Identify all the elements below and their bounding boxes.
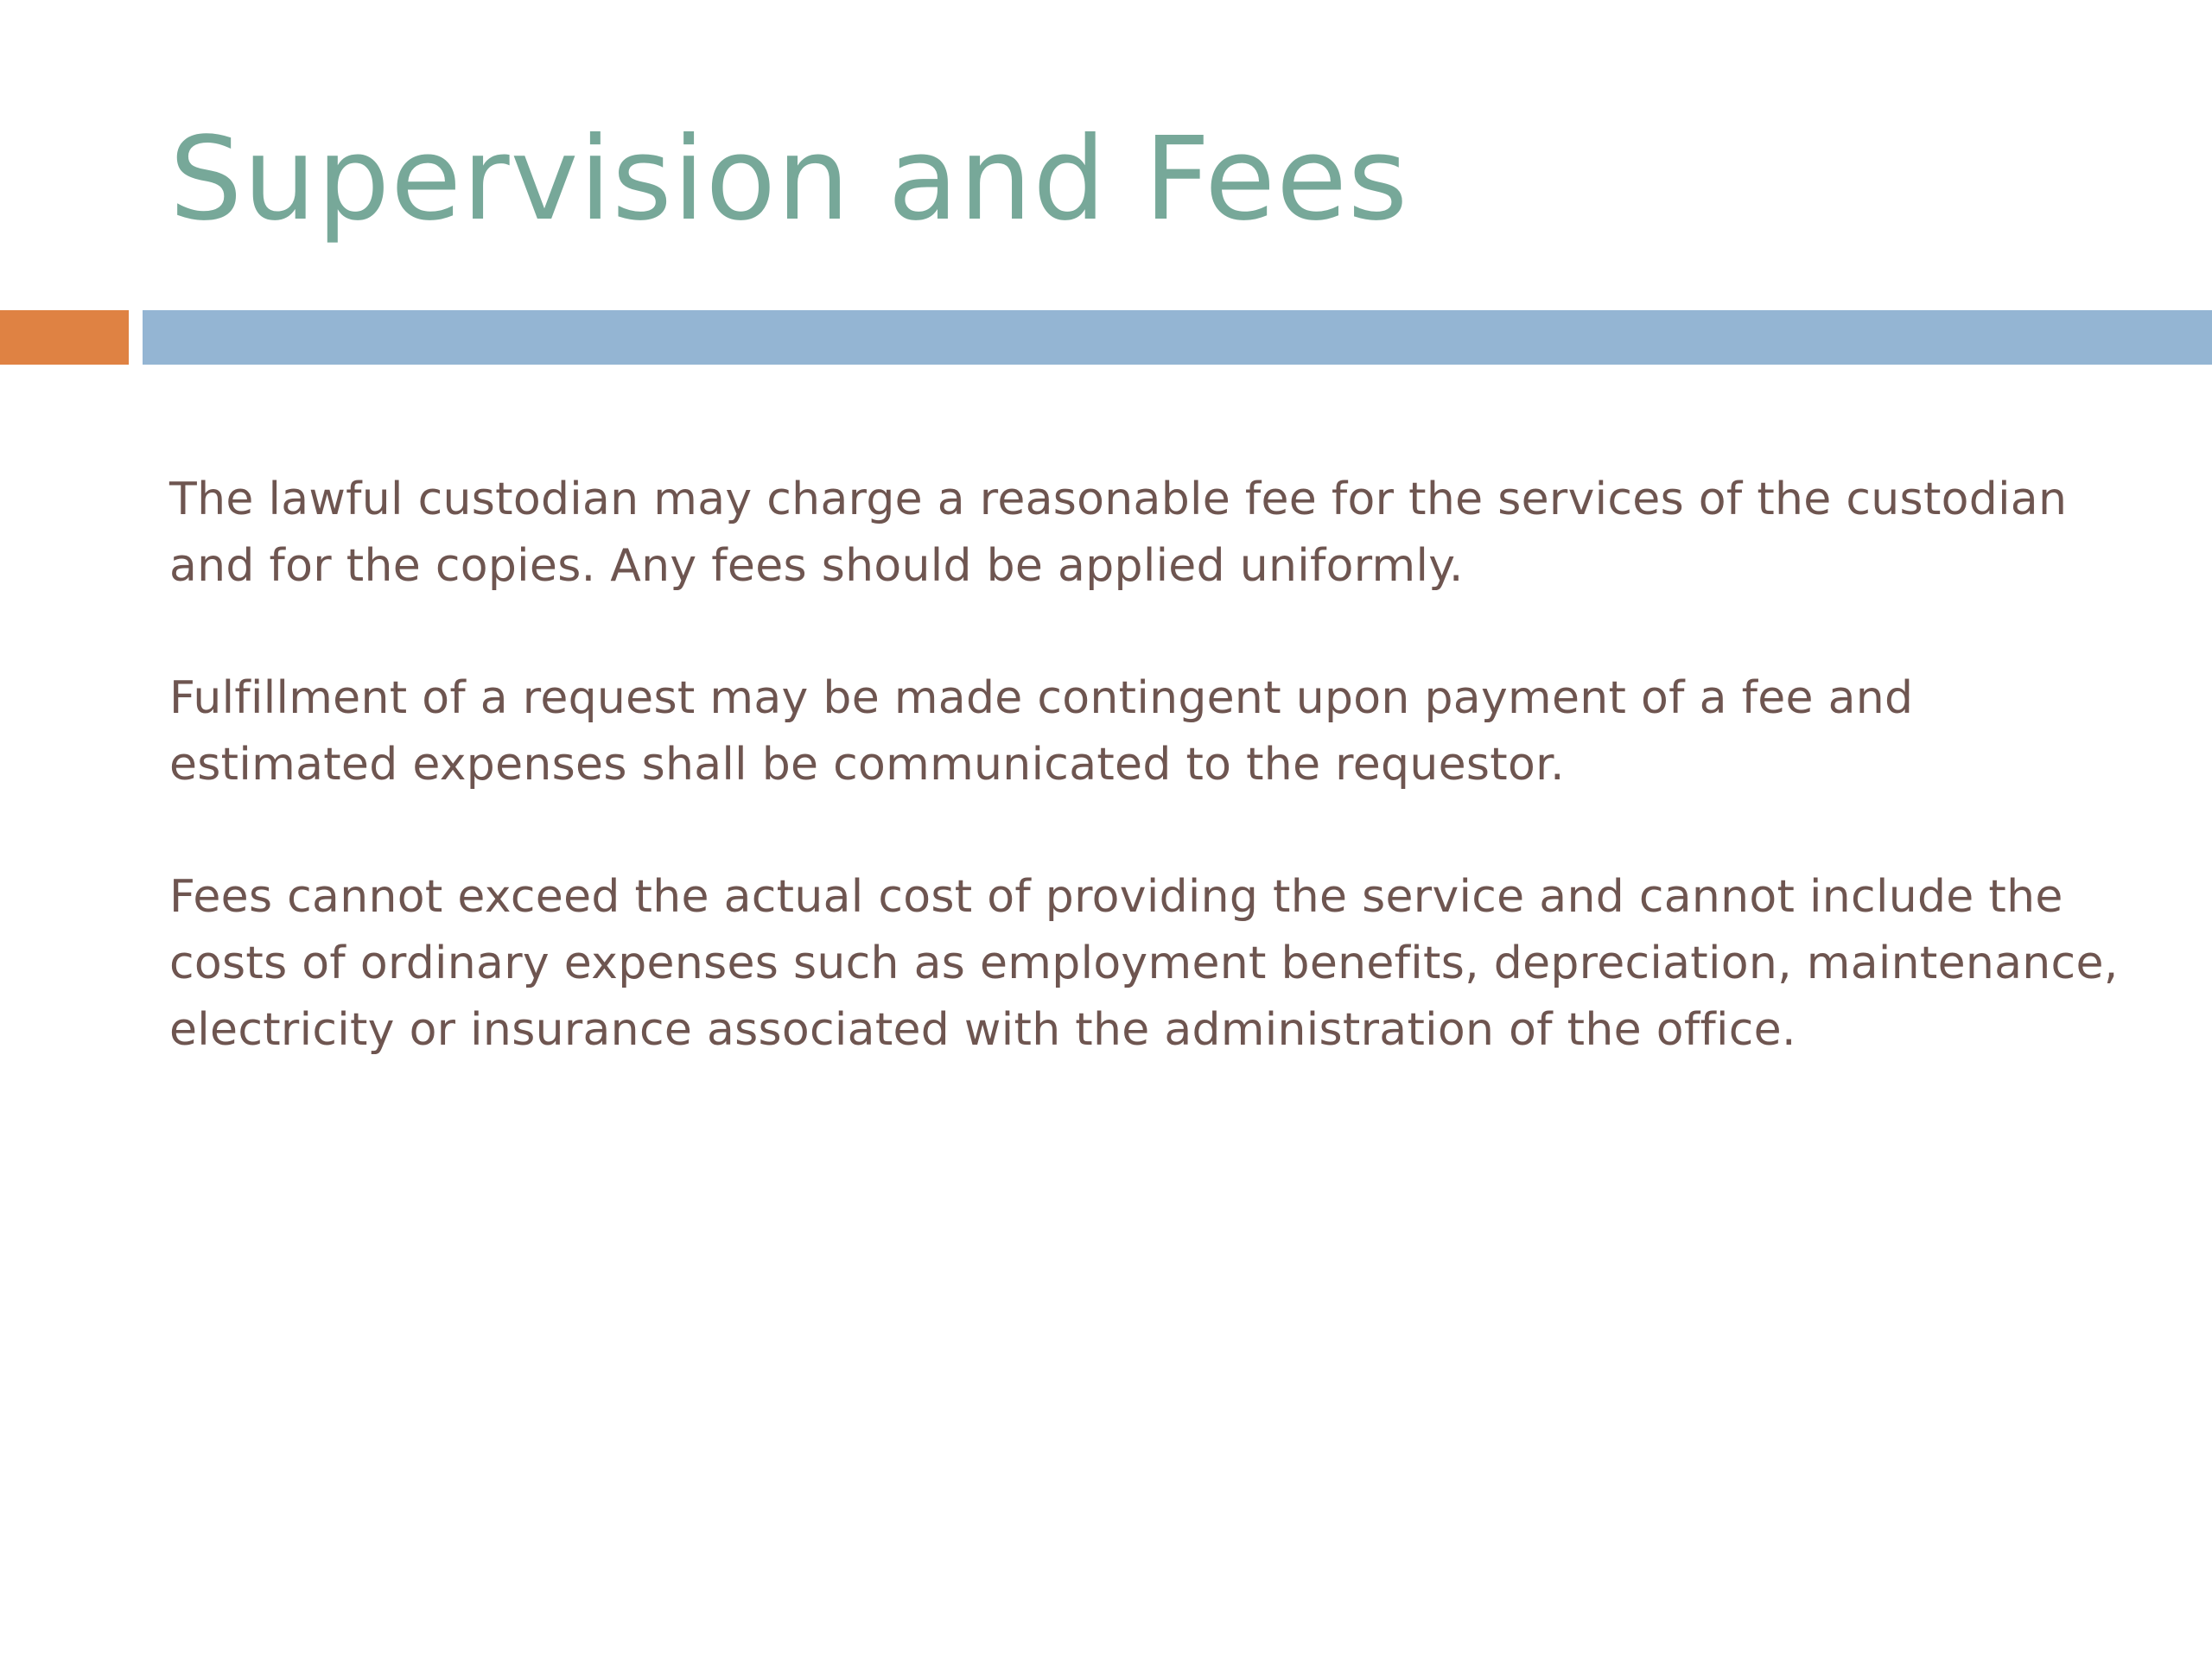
- paragraph-fulfillment: Fulfillment of a request may be made contingent upon payment of a fee and estimated expenses shall be communicated to the requestor.: [169, 672, 1914, 791]
- slide-body: [169, 467, 2122, 1129]
- paragraph-fee-limits: Fees cannot exceed the actual cost of providing the service and cannot include the costs of ordinary expenses such as employment benefits, depreciation, maintenance, electricity or insurance associated with the administration of the office.: [169, 871, 2119, 1056]
- slide-title: Supervision and Fees: [169, 113, 1409, 246]
- paragraph-fees-charge: The lawful custodian may charge a reasonable fee for the services of the custodian and for the copies. Any fees should be applied uniformly.: [169, 474, 2068, 592]
- accent-bar-blue: [143, 310, 2212, 365]
- accent-bar-orange: [0, 310, 129, 365]
